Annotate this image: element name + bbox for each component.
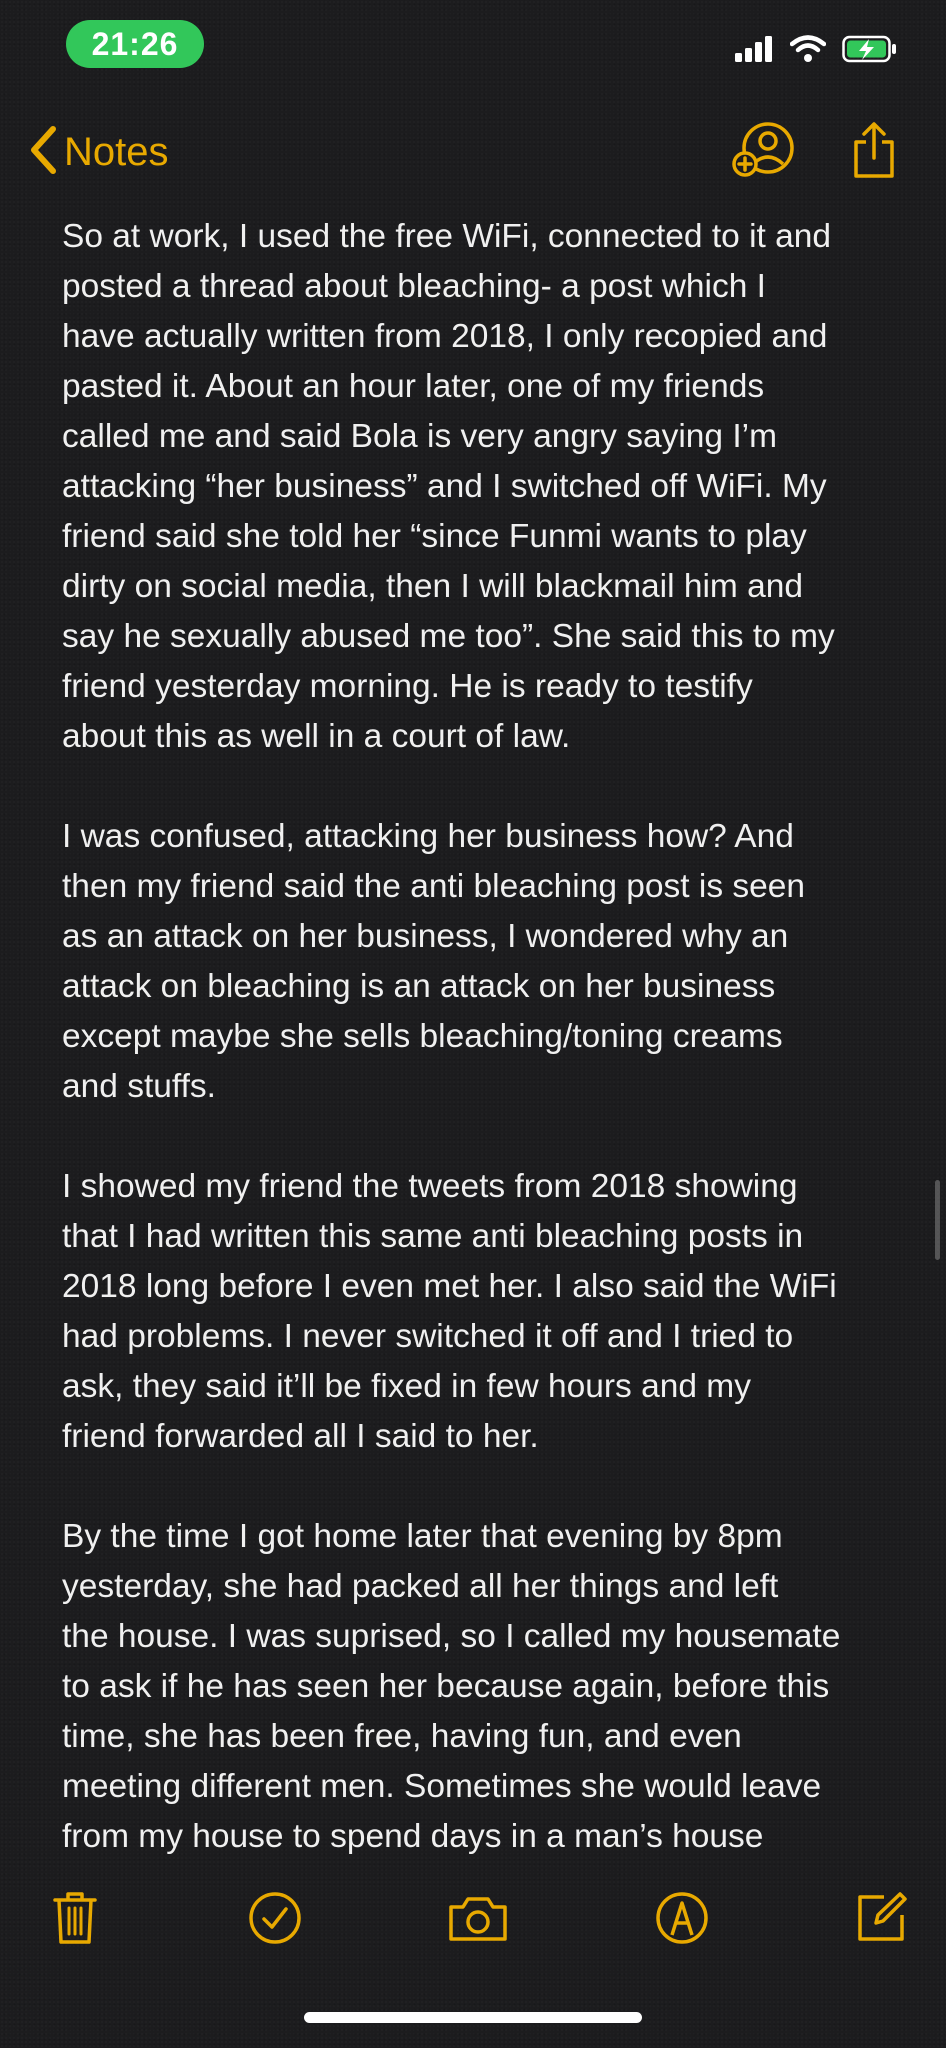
delete-button[interactable] bbox=[40, 1880, 110, 1960]
add-people-button[interactable] bbox=[732, 120, 796, 184]
checklist-icon bbox=[248, 1891, 302, 1950]
status-time: 21:26 bbox=[66, 20, 204, 68]
note-paragraph: I showed my friend the tweets from 2018 showing that I had written this same anti bleaching posts in 2018 long before I even met her. I also said the WiFi had problems. I never switched it off and I tried to ask, they said it’ll be fixed in few hours and my friend forwarded all I said to her. bbox=[62, 1168, 837, 1455]
note-paragraph: So at work, I used the free WiFi, connected to it and posted a thread about bleaching- a post which I have actually written from 2018, I only recopied and pasted it. About an hour later, one of my friends called me and said Bola is very angry saying I’m attacking “her business” and I switched off WiFi. My friend said she told her “since Funmi wants to play dirty on social media, then I will blackmail him and say he sexually abused me too”. She said this to my friend yesterday morning. He is ready to testify about this as well in a court of law. bbox=[62, 218, 835, 755]
note-paragraph: I was confused, attacking her business how? And then my friend said the anti bleaching post is seen as an attack on her business, I wondered why an attack on bleaching is an attack on her business except maybe she sells bleaching/toning creams and stuffs. bbox=[62, 818, 806, 1105]
back-to-notes-button[interactable] bbox=[28, 122, 169, 182]
share-icon bbox=[850, 120, 898, 185]
compose-icon bbox=[854, 1891, 908, 1950]
markup-icon bbox=[655, 1891, 709, 1950]
home-indicator[interactable] bbox=[304, 2012, 642, 2023]
camera-icon bbox=[447, 1893, 509, 1948]
note-paragraph: By the time I got home later that evening by 8pm yesterday, she had packed all her things and left the house. I was suprised, so I called my housemate to ask if he has seen her because again, before this time, she has been free, having fun, and even meeting different men. Sometimes she would leave from my house to spend days in a man’s house bbox=[62, 1518, 841, 1855]
back-label: Notes bbox=[64, 129, 169, 174]
trash-icon bbox=[51, 1890, 99, 1951]
nav-bar bbox=[0, 112, 946, 192]
note-body[interactable] bbox=[62, 212, 892, 1862]
compose-button[interactable] bbox=[846, 1880, 916, 1960]
checklist-button[interactable] bbox=[240, 1880, 310, 1960]
scroll-indicator[interactable] bbox=[935, 1180, 940, 1260]
chevron-left-icon bbox=[28, 125, 58, 180]
status-bar bbox=[0, 0, 946, 90]
cellular-signal-icon bbox=[734, 36, 774, 67]
bottom-toolbar bbox=[0, 1880, 946, 1960]
add-people-icon bbox=[732, 122, 796, 183]
camera-button[interactable] bbox=[443, 1880, 513, 1960]
share-button[interactable] bbox=[842, 120, 906, 184]
status-icons bbox=[734, 36, 898, 66]
wifi-icon bbox=[790, 35, 826, 68]
battery-charging-icon bbox=[842, 35, 898, 68]
markup-button[interactable] bbox=[647, 1880, 717, 1960]
